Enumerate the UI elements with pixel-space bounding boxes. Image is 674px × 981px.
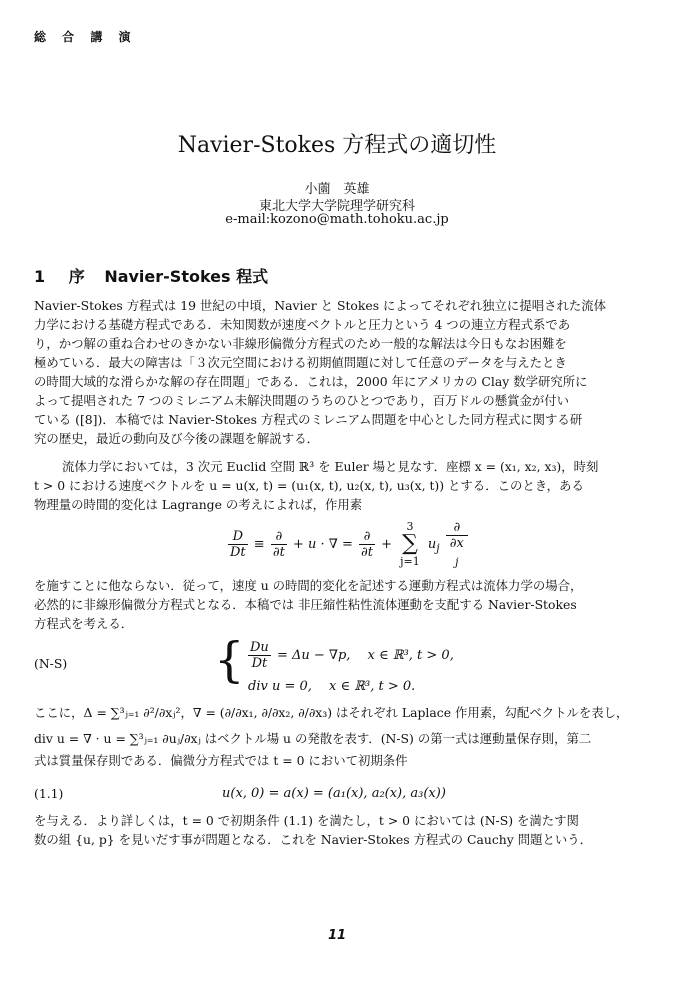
paragraph-line: 式は質量保存則である．偏微分方程式では t = 0 において初期条件	[34, 753, 408, 768]
denominator: ∂t	[272, 544, 285, 560]
paragraph-line: 物理量の時間的変化は Lagrange の考えによれば，作用素	[34, 497, 363, 512]
eq-label-1-1: (1.1)	[34, 786, 64, 801]
subscript-j: j	[436, 541, 440, 555]
denominator: ∂t	[360, 544, 373, 560]
ns-label: (N-S)	[34, 656, 68, 671]
author-email: e-mail:kozono@math.tohoku.ac.jp	[225, 212, 449, 227]
paragraph-line: 力学における基礎方程式である．未知関数が速度ベクトルと圧力という 4 つの連立方程式系であ	[34, 317, 571, 332]
section-number: 1	[34, 267, 46, 286]
summation	[398, 520, 422, 568]
paragraph-line: り，かつ解の重ね合わせのきかない非線形偏微分方程式のため一般的な解法は今日もなお困難を	[34, 336, 567, 351]
numerator: ∂	[446, 520, 468, 536]
operator-text: + u · ∇ =	[292, 536, 353, 552]
material-derivative-equation: $\frac{D}{Dt}$ ≡ $\frac{\partial}{\partial t}$ + u · ∇ = $\frac{\partial}{\partial t}$ + 3 ∑ j=1 $u_j$ ∂ ∂x $_j$	[226, 520, 470, 569]
numerator: ∂	[271, 529, 287, 545]
paragraph-line: 方程式を考える．	[34, 616, 134, 631]
paragraph-line: 究の歴史，最近の動向及び今後の課題を解説する．	[34, 431, 319, 446]
paragraph-line: div u = ∇ · u = ∑³ⱼ₌₁ ∂uⱼ/∂xⱼ はベクトル場 u の発散を表す．(N-S) の第一式は運動量保存則，第二	[34, 731, 592, 746]
journal-section-tag: 総 合 講 演	[34, 30, 137, 44]
author-name: 小薗 英雄	[304, 182, 370, 197]
paragraph-line: t > 0 における速度ベクトルを u = u(x, t) = (u₁(x, t), u₂(x, t), u₃(x, t)) とする．このとき，ある	[34, 478, 584, 493]
section-title: Navier-Stokes 程式	[104, 267, 269, 286]
author-affiliation: 東北大学大学院理学研究科	[258, 199, 415, 214]
paragraph-line: ている ([8])．本稿では Navier-Stokes 方程式のミレニアム問題を中心とした同方程式に関する研	[34, 412, 583, 427]
paragraph-line: を与える．より詳しくは，t = 0 で初期条件 (1.1) を満たし，t > 0 においては (N-S) を満たす関	[34, 813, 579, 828]
fraction-d-dt-2	[359, 529, 375, 560]
denominator: Dt	[251, 656, 268, 671]
fraction-d-dt	[271, 529, 287, 560]
sum-upper: 3	[406, 520, 414, 534]
equiv-symbol: ≡	[253, 536, 265, 552]
fraction-D-Dt	[228, 529, 248, 560]
paragraph-line: を施すことに他ならない．従って，速度 u の時間的変化を記述する運動方程式は流体力学の場合，	[34, 578, 583, 593]
ns-line1	[246, 640, 454, 671]
ns-line2: div u = 0, x ∈ ℝ³, t > 0.	[248, 679, 416, 694]
paragraph-line: ここに，Δ = ∑³ⱼ₌₁ ∂²/∂xⱼ²，∇ = (∂/∂x₁, ∂/∂x₂, ∂/∂x₃) はそれぞれ Laplace 作用素，勾配ベクトルを表し，	[34, 705, 629, 720]
section-label-ja: 序	[68, 267, 85, 286]
fraction-d-dxj	[446, 520, 468, 569]
numerator: D	[228, 529, 248, 545]
section-heading	[34, 264, 268, 287]
paragraph-line: 必然的に非線形偏微分方程式となる．本稿では 非圧縮性粘性流体運動を支配する Navier-Stokes	[34, 597, 577, 612]
page-number: 11	[327, 928, 347, 943]
numerator: ∂	[359, 529, 375, 545]
fraction-Du-Dt	[248, 640, 271, 671]
u-letter: u	[427, 536, 437, 552]
paragraph-line: Navier-Stokes 方程式は 19 世紀の中頃，Navier と Stokes によってそれぞれ独立に提唱された流体	[34, 298, 607, 313]
paragraph-line: 流体力学においては，3 次元 Euclid 空間 ℝ³ を Euler 場と見なす．座標 x = (x₁, x₂, x₃)，時刻	[62, 459, 599, 474]
paragraph-line: 数の組 {u, p} を見いだす事が問題となる．これを Navier-Stokes 方程式の Cauchy 問題という．	[34, 832, 593, 847]
dx: ∂x	[449, 536, 464, 551]
left-brace: {	[214, 632, 245, 688]
paragraph-line: よって提唱された 7 つのミレニアム未解決問題のうちのひとつであり，百万ドルの懸賞金が付い	[34, 393, 570, 408]
initial-condition-formula: u(x, 0) = a(x) = (a₁(x), a₂(x), a₃(x))	[222, 786, 446, 801]
denominator	[446, 536, 468, 569]
paragraph-line: 極めている．最大の障害は「３次元空間における初期値問題に対して任意のデータを与えたとき	[34, 355, 567, 370]
ns-momentum-rest: = Δu − ∇p, x ∈ ℝ³, t > 0,	[276, 648, 454, 663]
paragraph-line: の時間大域的な滑らかな解の存在問題」である．これは，2000 年にアメリカの Clay 数学研究所に	[34, 374, 588, 389]
u-j	[427, 536, 440, 555]
sum-lower: j=1	[400, 555, 420, 569]
numerator: Du	[250, 640, 269, 655]
paper-title: Navier-Stokes 方程式の適切性	[177, 133, 497, 158]
subscript-j: j	[455, 555, 459, 569]
denominator: Dt	[230, 544, 246, 560]
sum-symbol: ∑	[402, 531, 418, 557]
ns-brace	[214, 632, 245, 688]
